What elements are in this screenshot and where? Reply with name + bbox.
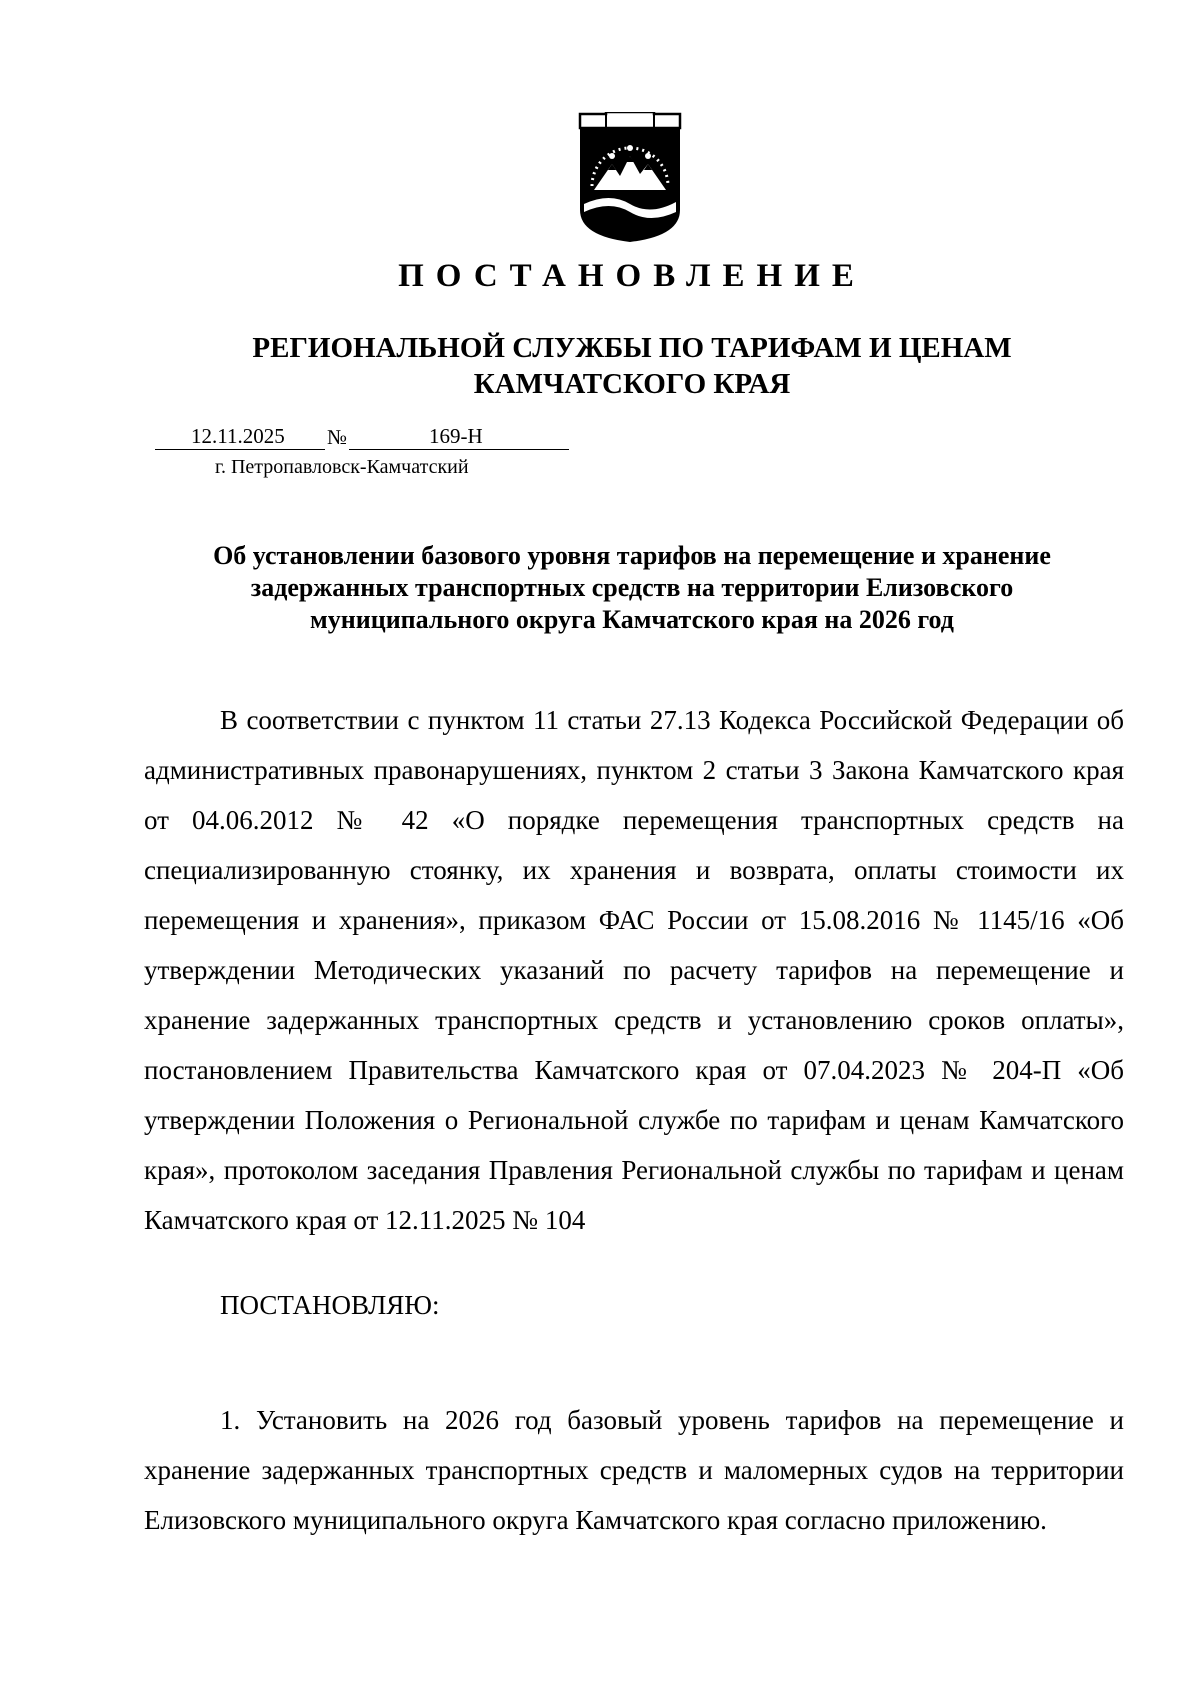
preamble-paragraph: В соответствии с пунктом 11 статьи 27.13 Кодекса Российской Федерации об административных правонарушениях, пунктом 2 статьи 3 Закона Камчатского края от 04.06.2012 № 42 «О порядке перемещения транспортных средств на специализированную стоянку, их хранения и возврата, оплаты стоимости их перемещения и хранения», приказом ФАС России от 15.08.2016 № 1145/16 «Об утверждении Методических указаний по расчету тарифов на перемещение и хранение задержанных транспортных средств и установлению сроков оплаты», постановлением Правительства Камчатского края от 07.04.2023 № 204-П «Об утверждении Положения о Региональной службе по тарифам и ценам Камчатского края», протоколом заседания Правления Региональной службы по тарифам и ценам Камчатского края от 12.11.2025 № 104	[144, 705, 1124, 1235]
document-number: 169-Н	[349, 424, 569, 450]
document-date: 12.11.2025	[155, 424, 325, 450]
organization-line-2: КАМЧАТСКОГО КРАЯ	[473, 368, 791, 400]
document-type-title: ПОСТАНОВЛЕНИЕ	[398, 258, 866, 294]
subject-line-3: муниципального округа Камчатского края на 2026 год	[310, 605, 954, 634]
organization-line-1: РЕГИОНАЛЬНОЙ СЛУЖБЫ ПО ТАРИФАМ И ЦЕНАМ	[252, 332, 1012, 364]
subject-line-1: Об установлении базового уровня тарифов на перемещение и хранение	[213, 541, 1051, 570]
decree-heading: ПОСТАНОВЛЯЮ:	[220, 1290, 440, 1320]
document-city: г. Петропавловск-Камчатский	[215, 456, 469, 478]
number-label: №	[327, 425, 348, 449]
document-subject	[140, 540, 1124, 636]
document-meta	[155, 424, 569, 479]
issuing-organization	[0, 330, 1200, 402]
clause-1-paragraph: 1. Установить на 2026 год базовый уровень тарифов на перемещение и хранение задержанных транспортных средств и маломерных судов на территории Елизовского муниципального округа Камчатского края согласно приложению.	[144, 1405, 1124, 1535]
kamchatka-coat-of-arms-icon	[576, 112, 684, 244]
subject-line-2: задержанных транспортных средств на территории Елизовского	[250, 573, 1014, 602]
